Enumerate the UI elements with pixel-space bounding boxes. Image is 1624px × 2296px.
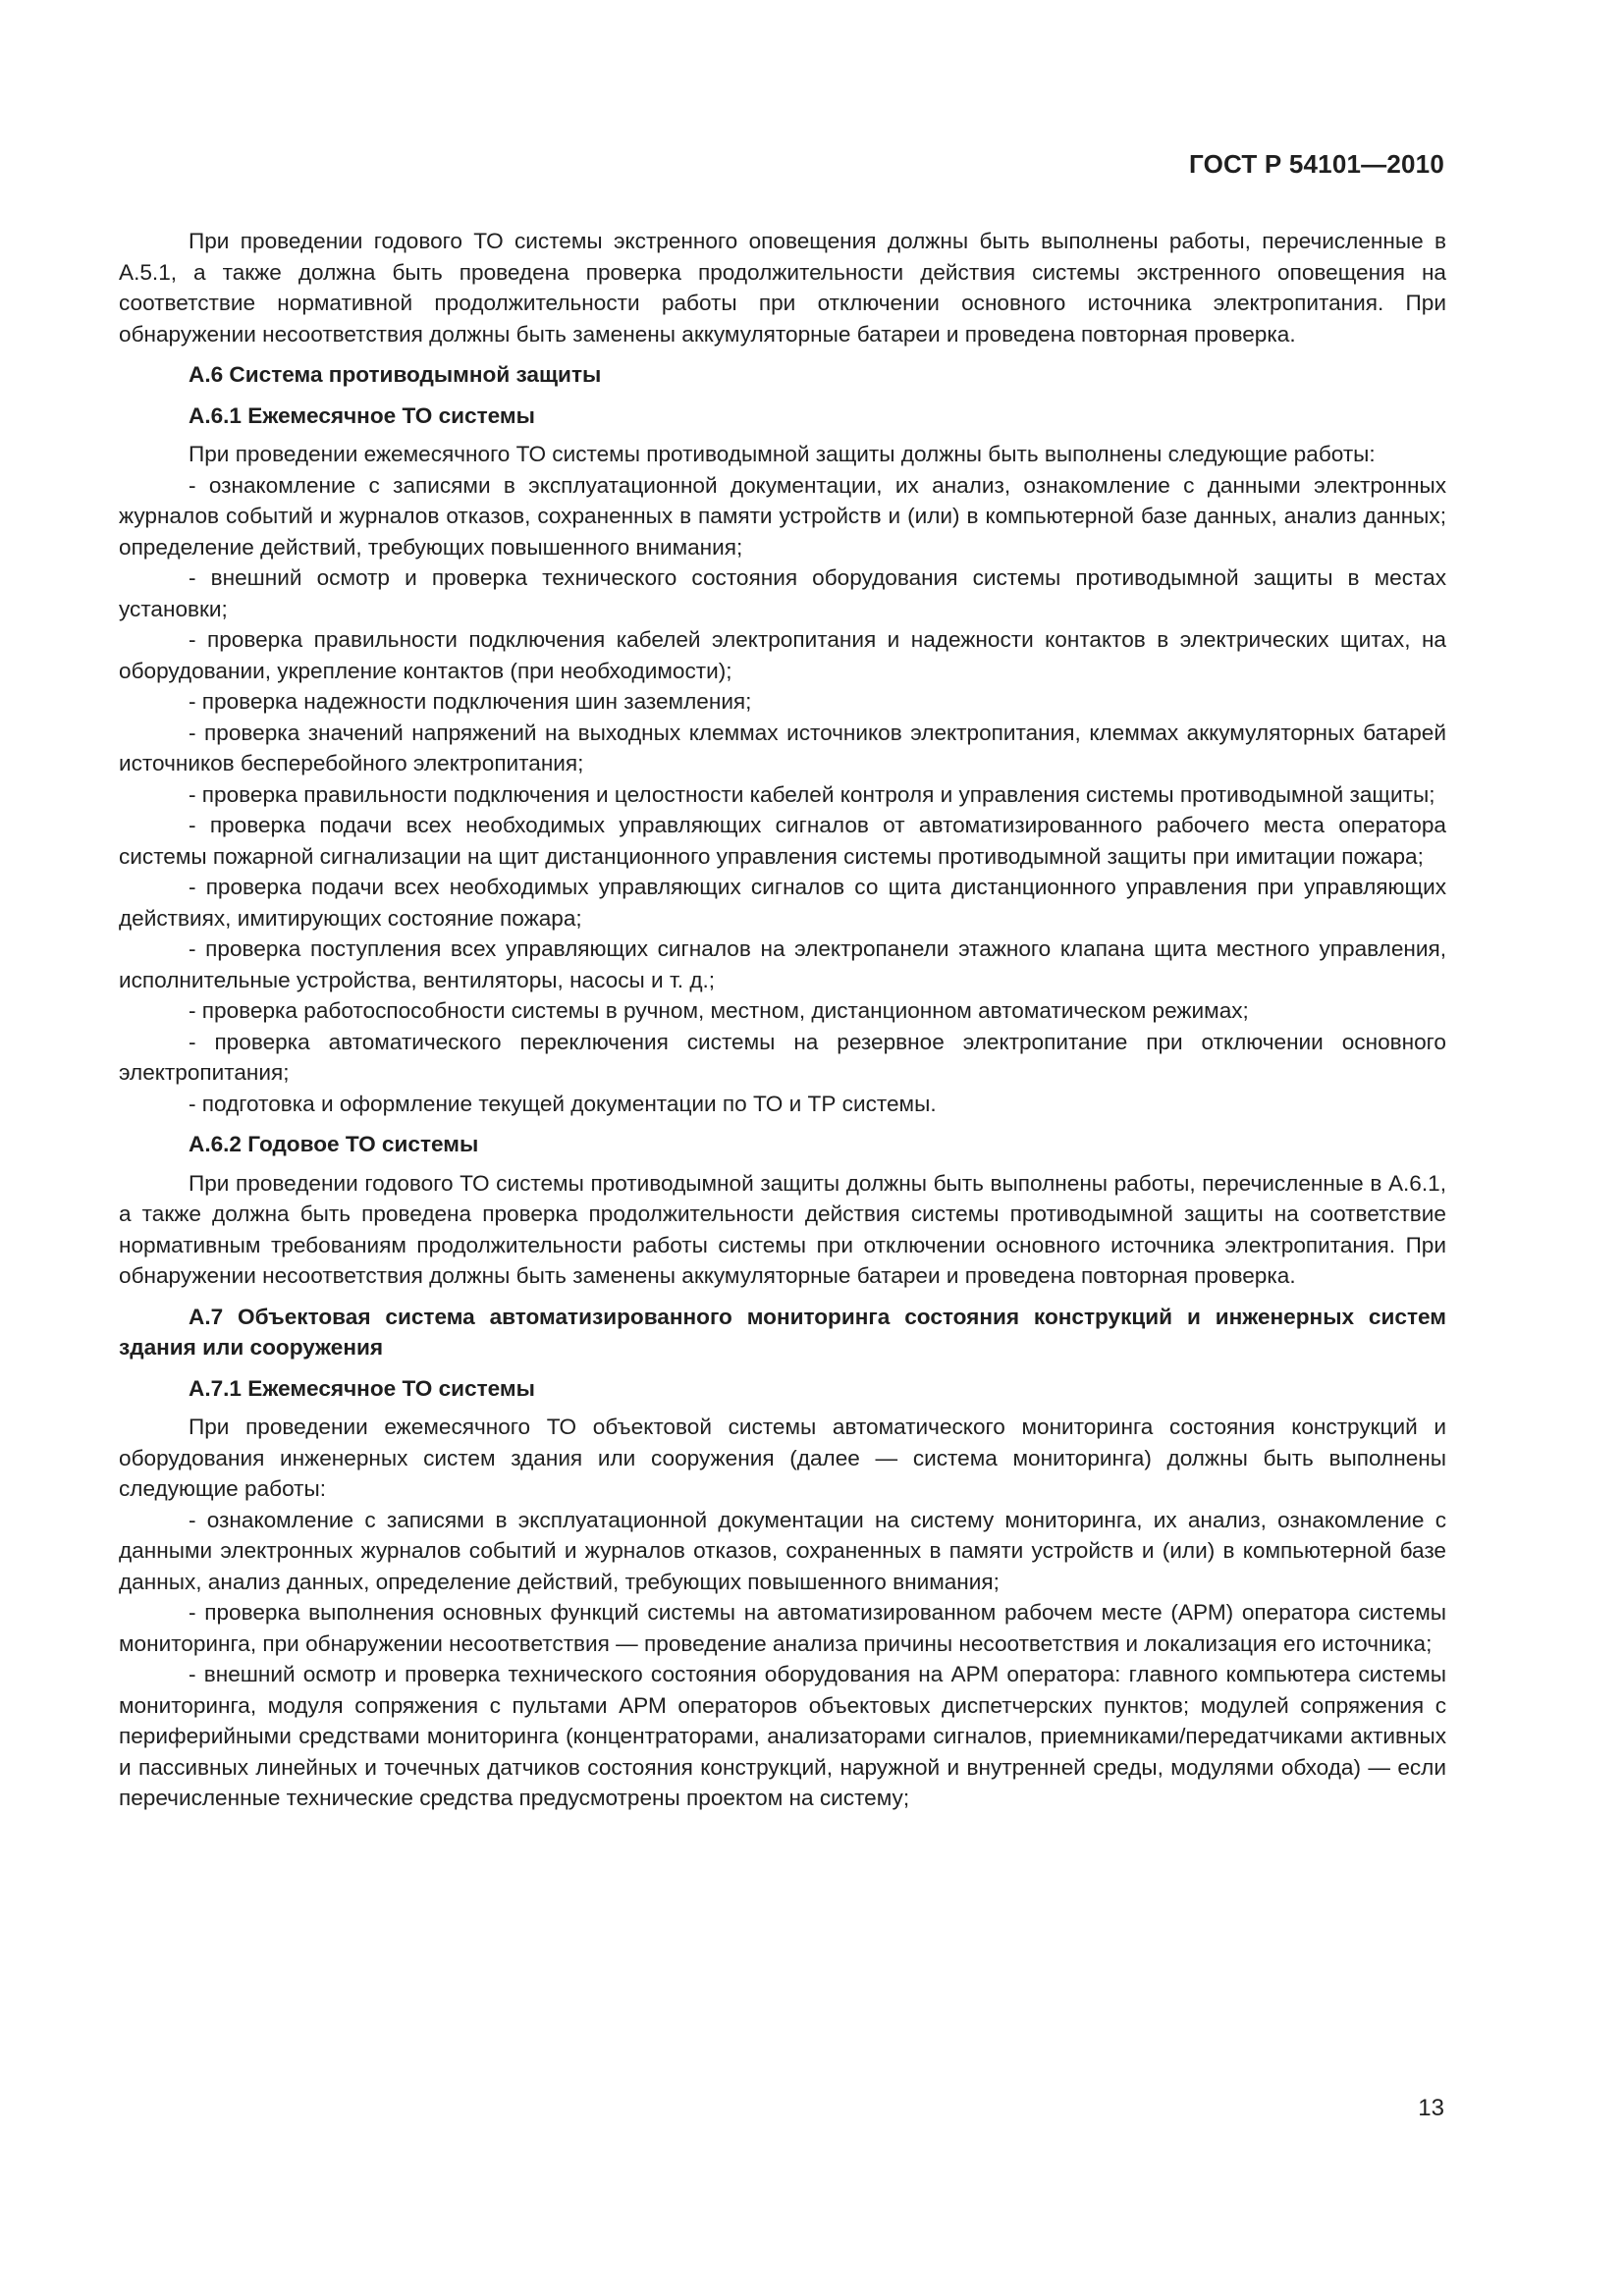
list-item: - проверка работоспособности системы в ручном, местном, дистанционном автоматическом режимах; (189, 998, 1249, 1023)
a61-intro-paragraph: При проведении ежемесячного ТО системы противодымной защиты должны быть выполнены следующие работы: (189, 442, 1376, 466)
list-item: - проверка правильности подключения и целостности кабелей контроля и управления системы противодымной защиты; (189, 781, 1435, 807)
a71-work-list (119, 1505, 1446, 1814)
section-a61-heading: А.6.1 Ежемесячное ТО системы (189, 402, 535, 428)
list-item: - проверка подачи всех необходимых управляющих сигналов от автоматизированного рабочего места оператора системы пожарной сигнализации на щит дистанционного управления системы противодымной защиты при имитации пожара; (119, 813, 1446, 869)
a62-paragraph: При проведении годового ТО системы противодымной защиты должны быть выполнены работы, перечисленные в А.6.1, а также должна быть проведена проверка продолжительности действия системы противодымной защиты на соответствие нормативным требованиям продолжительности работы системы при отключении основного источника электропитания. При обнаружении несоответствия должны быть заменены аккумуляторные батареи и проведена повторная проверка. (119, 1170, 1446, 1288)
page-number: 13 (1418, 2095, 1444, 2121)
section-a7-heading: А.7 Объектовая система автоматизированного мониторинга состояния конструкций и инженерных систем здания или сооружения (119, 1304, 1446, 1360)
list-item: - проверка поступления всех управляющих сигналов на электропанели этажного клапана щита местного управления, исполнительные устройства, вентиляторы, насосы и т. д.; (119, 936, 1446, 992)
section-a62-heading: А.6.2 Годовое ТО системы (189, 1132, 479, 1156)
a61-work-list (119, 470, 1446, 1120)
list-item: - подготовка и оформление текущей документации по ТО и ТР системы. (189, 1091, 937, 1116)
list-item: - внешний осмотр и проверка технического состояния оборудования системы противодымной защиты в местах установки; (119, 565, 1446, 621)
a71-intro-paragraph: При проведении ежемесячного ТО объектовой системы автоматического мониторинга состояния конструкций и оборудования инженерных систем здания или сооружения (далее — система мониторинга) должны быть выполнены следующие работы: (119, 1415, 1446, 1501)
section-a71-heading: А.7.1 Ежемесячное ТО системы (189, 1375, 535, 1401)
list-item: - ознакомление с записями в эксплуатационной документации на систему мониторинга, их анализ, ознакомление с данными электронных журналов событий и журналов отказов, сохраненных в памяти устройств и (или) в компьютерной базе данных, анализ данных, определение действий, требующих повышенного внимания; (119, 1507, 1446, 1594)
list-item: - проверка правильности подключения кабелей электропитания и надежности контактов в электрических щитах, на оборудовании, укрепление контактов (при необходимости); (119, 627, 1446, 683)
list-item: - ознакомление с записями в эксплуатационной документации, их анализ, ознакомление с данными электронных журналов событий и журналов отказов, сохраненных в памяти устройств и (или) в компьютерной базе данных, анализ данных; определение действий, требующих повышенного внимания; (119, 472, 1446, 560)
document-body (119, 226, 1446, 1814)
list-item: - проверка выполнения основных функций системы на автоматизированном рабочем месте (АРМ) оператора системы мониторинга, при обнаружении несоответствия — проведение анализа причины несоответствия и локализация его источника; (119, 1600, 1446, 1656)
document-code-header: ГОСТ Р 54101—2010 (1189, 149, 1444, 179)
list-item: - проверка надежности подключения шин заземления; (189, 689, 752, 714)
intro-paragraph: При проведении годового ТО системы экстренного оповещения должны быть выполнены работы, перечисленные в А.5.1, а также должна быть проведена проверка продолжительности действия системы экстренного оповещения на соответствие нормативной продолжительности работы при отключении основного источника электропитания. При обнаружении несоответствия должны быть заменены аккумуляторные батареи и проведена повторная проверка. (119, 229, 1446, 347)
list-item: - проверка подачи всех необходимых управляющих сигналов со щита дистанционного управления при управляющих действиях, имитирующих состояние пожара; (119, 875, 1446, 931)
section-a6-heading: А.6 Система противодымной защиты (189, 362, 602, 387)
list-item: - проверка значений напряжений на выходных клеммах источников электропитания, клеммах аккумуляторных батарей источников бесперебойного электропитания; (119, 720, 1446, 775)
list-item: - внешний осмотр и проверка технического состояния оборудования на АРМ оператора: главного компьютера системы мониторинга, модуля сопряжения с пультами АРМ операторов объектовых диспетчерских пунктов; модулей сопряжения с периферийными средствами мониторинга (концентраторами, анализаторами сигналов, приемниками/передатчиками активных и пассивных линейных и точечных датчиков состояния конструкций, наружной и внутренней среды, модулями обхода) — если перечисленные технические средства предусмотрены проектом на систему; (119, 1662, 1446, 1810)
list-item: - проверка автоматического переключения системы на резервное электропитание при отключении основного электропитания; (119, 1029, 1446, 1085)
